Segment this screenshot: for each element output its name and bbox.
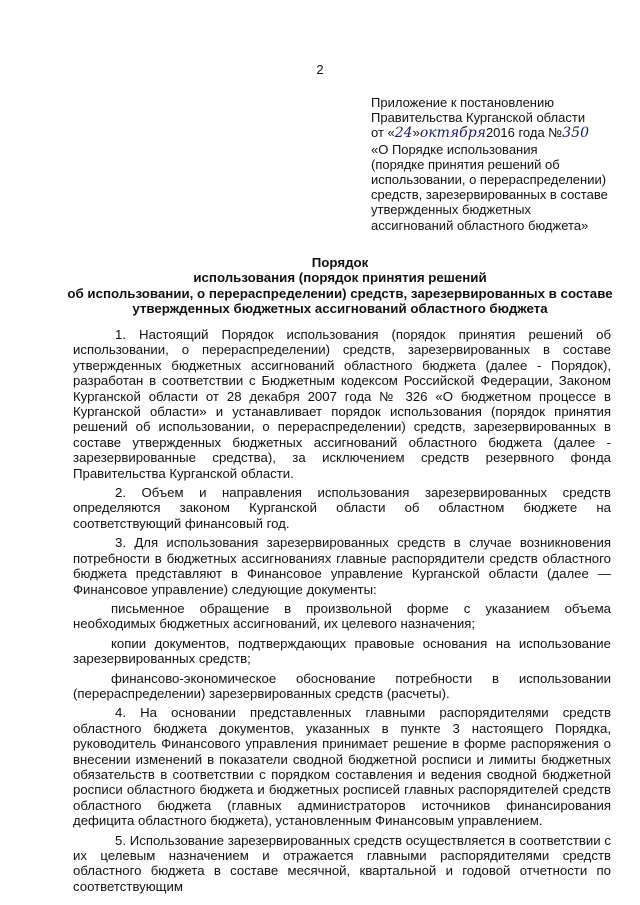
handwritten-day: 24 [394,125,413,142]
date-prefix: от « [371,125,395,141]
appendix-block [371,95,621,233]
handwritten-number: 350 [562,125,589,142]
paragraph-2: 2. Объем и направления использования зарезервированных средств определяются законом Курганской области об областном бюджете на соответствующий финансовый год. [73,485,611,531]
title-line: об использовании, о перераспределении) средств, зарезервированных в составе [67,285,613,301]
appendix-line: средств, зарезервированных в составе [371,187,608,203]
date-mid: » [412,125,420,141]
document-body [73,327,611,898]
title-line: Порядок [311,255,369,270]
paragraph-1: 1. Настоящий Порядок использования (порядок принятия решений об использовании, о перераспределении) средств, зарезервированных в составе утвержденных бюджетных ассигнований областного бюджета (далее - Порядок), разработан в соответствии с Бюджетным кодексом Российской Федерации, Законом Курганской области от 28 декабря 2007 года № 326 «О бюджетном процессе в Курганской области» и устанавливает порядок использования (порядок принятия решений об использовании, о перераспределении) средств, зарезервированных в составе утвержденных бюджетных ассигнований областного бюджета (далее - зарезервированные средства), за исключением средств резервного фонда Правительства Курганской области. [73,327,611,481]
page-number: 2 [316,62,324,77]
title-line: утвержденных бюджетных ассигнований областного бюджета [132,301,548,317]
paragraph-4: 4. На основании представленных главными распорядителями средств областного бюджета документов, указанных в пункте 3 настоящего Порядка, руководитель Финансового управления принимает решение в форме распоряжения о внесении изменений в показатели сводной бюджетной росписи и лимиты бюджетных обязательств в соответствии с порядком составления и ведения сводной бюджетной росписи областного бюджета и бюджетных росписей главных распорядителей средств областного бюджета (главных администраторов источников финансирования дефицита областного бюджета), установленным Финансовым управлением. [73,705,611,829]
handwritten-month: октября [419,125,486,142]
paragraph-3-item-3: финансово-экономическое обоснование потребности в использовании (перераспределении) зарезервированных средств (расчеты). [73,670,611,701]
title-line: использования (порядок принятия решений [193,270,487,286]
appendix-line: «О Порядке использования [371,141,538,157]
year-text: 2016 года № [485,125,563,141]
appendix-date-line [371,125,621,141]
paragraph-3-item-1: письменное обращение в произвольной форме с указанием объема необходимых бюджетных ассигнований, их целевого назначения; [73,600,611,632]
paragraph-3-item-2: копии документов, подтверждающих правовые основания на использование зарезервированных средств; [73,635,611,667]
appendix-line: (порядке принятия решений об [371,156,560,172]
appendix-line: использовании, о перераспределении) [371,172,607,188]
document-title [60,255,620,317]
appendix-line: ассигнований областного бюджета» [371,217,589,233]
appendix-line: Приложение к постановлению [371,95,554,110]
paragraph-5: 5. Использование зарезервированных средств осуществляется в соответствии с их целевым назначением и отражается главными распорядителями средств областного бюджета в составе месячной, квартальной и годовой отчетности по соответствующим [73,832,611,894]
paragraph-3: 3. Для использования зарезервированных средств в случае возникновения потребности в бюджетных ассигнованиях главные распорядители средств областного бюджета представляют в Финансовое управление Курганской области (далее — Финансовое управление) следующие документы: [73,535,611,597]
appendix-line: Правительства Курганской области [371,110,586,126]
appendix-line: утвержденных бюджетных [371,202,531,218]
